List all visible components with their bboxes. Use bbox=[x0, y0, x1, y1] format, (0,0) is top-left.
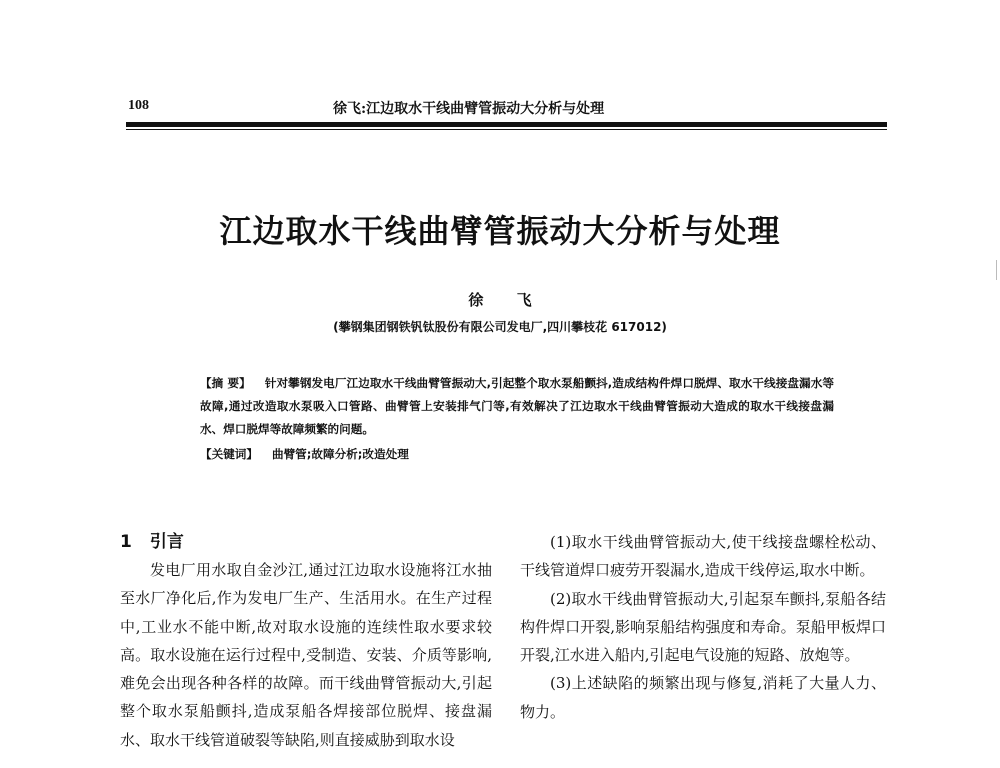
keywords-line bbox=[172, 443, 834, 466]
body-column-left bbox=[120, 528, 492, 754]
list-item-2: (2)取水干线曲臂管振动大,引起泵车颤抖,泵船各结构件焊口开裂,影响泵船结构强度和寿命。泵船甲板焊口开裂,江水进入船内,引起电气设施的短路、放炮等。 bbox=[520, 589, 886, 665]
author: 徐 飞 bbox=[468, 291, 546, 309]
keywords-text: 曲臂管;故障分析;改造处理 bbox=[271, 447, 409, 461]
affiliation: (攀钢集团钢铁钒钛股份有限公司发电厂,四川攀枝花 617012) bbox=[333, 320, 667, 334]
abstract-block bbox=[172, 372, 834, 466]
intro-paragraph: 发电厂用水取自金沙江,通过江边取水设施将江水抽至水厂净化后,作为发电厂生产、生活用水。在生产过程中,工业水不能中断,故对取水设施的连续性取水要求较高。取水设施在运行过程中,受制造、安装、介质等影响,难免会出现各种各样的故障。而干线曲臂管振动大,引起整个取水泵船颤抖,造成泵船各焊接部位脱焊、接盘漏水、取水干线管道破裂等缺陷,则直接威胁到取水设 bbox=[120, 561, 492, 749]
abstract-text: 针对攀钢发电厂江边取水干线曲臂管振动大,引起整个取水泵船颤抖,造成结构件焊口脱焊、取水干线接盘漏水等故障,通过改造取水泵吸入口管路、曲臂管上安装排气门等,有效解决了江边取水干线曲臂管振动大造成的取水干线接盘漏水、焊口脱焊等故障频繁的问题。 bbox=[200, 376, 834, 436]
header-rule-thick bbox=[126, 122, 887, 127]
abstract-paragraph bbox=[172, 372, 834, 441]
page-number: 108 bbox=[128, 98, 149, 113]
running-header bbox=[128, 98, 886, 118]
scan-edge-mark bbox=[996, 260, 997, 280]
header-rule-thin bbox=[126, 129, 887, 130]
abstract-label: 【摘 要】 bbox=[200, 376, 251, 390]
list-item-1: (1)取水干线曲臂管振动大,使干线接盘螺栓松动、干线管道焊口疲劳开裂漏水,造成干线停运,取水中断。 bbox=[520, 533, 886, 580]
section-heading bbox=[120, 528, 492, 556]
running-title: 徐飞:江边取水干线曲臂管振动大分析与处理 bbox=[333, 101, 605, 117]
keywords-label: 【关键词】 bbox=[200, 447, 258, 461]
section-title: 引言 bbox=[149, 532, 184, 552]
article-title: 江边取水干线曲臂管振动大分析与处理 bbox=[219, 212, 781, 250]
list-item-3: (3)上述缺陷的频繁出现与修复,消耗了大量人力、物力。 bbox=[520, 674, 886, 721]
section-number: 1 bbox=[120, 532, 132, 552]
body-column-right bbox=[520, 528, 886, 726]
